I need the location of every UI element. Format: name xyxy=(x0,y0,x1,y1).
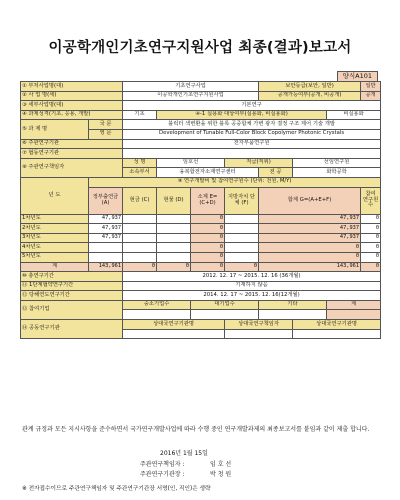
funding-res-cell: 0 xyxy=(361,224,381,234)
funding-sum-cell: 0 xyxy=(191,243,225,253)
institution-head-name: 박 청 원 xyxy=(210,471,232,478)
funding-total-row-label: 계 xyxy=(21,262,89,272)
funding-sum-total: 0 xyxy=(191,262,225,272)
form-number: 양식A101 xyxy=(337,71,378,82)
row5-eng-label: 영 문 xyxy=(89,129,123,139)
funding-local-cell xyxy=(225,224,259,234)
participation-label: ⑬ 참여기업 xyxy=(21,300,123,319)
row8-name: 임호선 xyxy=(157,158,225,168)
row1-label: ① 부처사업명(대) xyxy=(21,82,123,92)
row2-value: 이공학개인기초연구지원사업 xyxy=(123,91,259,101)
funding-local-cell xyxy=(225,243,259,253)
funding-local-total: 0 xyxy=(225,262,259,272)
institution-head-label: 주관연구기관장 : xyxy=(140,471,185,478)
report-title: 이공학개인기초연구지원사업 최종(결과)보고서 xyxy=(48,40,352,56)
row4-practical-value: 비실용화 xyxy=(327,110,381,120)
row3-label: ③ 세부사업명(대) xyxy=(21,101,123,111)
funding-total-cell: 47,937 xyxy=(259,233,361,243)
report-table xyxy=(20,81,381,339)
funding-cash-cell xyxy=(123,243,157,253)
funding-total-header: 합계 G=(A+E+F) xyxy=(259,187,361,214)
current-period-value: 2014. 12. 17 ~ 2015. 12. 16(12개월) xyxy=(123,291,381,301)
funding-inkind-cell xyxy=(157,243,191,253)
funding-year-row: 3차년도 xyxy=(21,233,89,243)
row5-kor-label: 국 문 xyxy=(89,120,123,130)
participation-total-header: 계 xyxy=(327,300,381,310)
joint-value-2 xyxy=(225,329,293,339)
row6-value: 전자부품연구원 xyxy=(123,139,381,149)
total-period-value: 2012. 12. 17 ~ 2015. 12. 16 (36개월) xyxy=(123,272,381,282)
funding-inkind-cell xyxy=(157,224,191,234)
funding-cash-cell xyxy=(123,214,157,224)
row8-major-label: 전 공 xyxy=(259,168,293,178)
participation-total-value xyxy=(327,310,381,320)
funding-inkind-total: 0 xyxy=(157,262,191,272)
funding-sum-header: 소계 E=(C+D) xyxy=(191,187,225,214)
funding-inkind-header: 현물 (D) xyxy=(157,187,191,214)
funding-sum-cell: 0 xyxy=(191,233,225,243)
funding-gov-header: 정부출연금 (A) xyxy=(89,187,123,214)
funding-total-cell: 0 xyxy=(259,252,361,262)
joint-label: ⑭ 공동연구기관 xyxy=(21,320,123,339)
prev-period-label: ⑪ 1단계협약연구기간 xyxy=(21,281,123,291)
joint-col-1: 상대국연구기관명 xyxy=(123,320,225,330)
funding-researchers-header: 참여 연구원수 xyxy=(361,187,381,214)
funding-local-cell xyxy=(225,214,259,224)
funding-year-row: 2차년도 xyxy=(21,224,89,234)
electronic-submission-note: ※ 전자접수이므로 주관연구책임자 및 주관연구기관장 서명(인, 직인)은 생략 xyxy=(22,486,211,492)
row4-practical-label: ④-1 실용화 대상여부(실용화, 비실용화) xyxy=(157,110,327,120)
row8-label: ⑧ 주관연구책임자 xyxy=(21,158,123,177)
funding-res-cell: 0 xyxy=(361,233,381,243)
funding-year-row: 4차년도 xyxy=(21,243,89,253)
funding-total-cell: 47,937 xyxy=(259,224,361,234)
joint-value-3 xyxy=(293,329,381,339)
pi-signature-name: 임 호 선 xyxy=(210,461,232,468)
funding-grand-total: 143,961 xyxy=(259,262,361,272)
row8-dept-label: 소속부서 xyxy=(123,168,157,178)
funding-sum-cell: 0 xyxy=(191,252,225,262)
row8-position-label: 직급(직위) xyxy=(225,158,293,168)
submission-statement: 관계 규정과 모든 지시사항을 준수하면서 국가연구개발사업에 따라 수행 중인 연구개발과제의 최종보고서를 붙임과 같이 제출 합니다. xyxy=(22,426,370,433)
funding-gov-total: 143,961 xyxy=(89,262,123,272)
joint-value-1 xyxy=(123,329,225,339)
row4-nature: 기초 xyxy=(123,110,157,120)
row4-label: ④ 과제성격(기초, 응용, 개발) xyxy=(21,110,123,120)
funding-local-header: 지방자치 단체 (F) xyxy=(225,187,259,214)
funding-year-row: 5차년도 xyxy=(21,252,89,262)
funding-local-cell xyxy=(225,233,259,243)
participation-large-header: 대기업수 xyxy=(191,300,259,310)
row1-value: 기초연구사업 xyxy=(123,82,259,92)
funding-total-cell: 0 xyxy=(259,243,361,253)
funding-res-cell: 0 xyxy=(361,252,381,262)
participation-other-value xyxy=(259,310,327,320)
prev-period-value: 기재하지 않음 xyxy=(123,281,381,291)
funding-cash-cell xyxy=(123,252,157,262)
funding-section-label: ⑨ 연구개발비 및 참여연구원수 (단위: 천원, M/Y) xyxy=(89,177,381,187)
funding-cash-header: 현금 (C) xyxy=(123,187,157,214)
joint-col-3: 상대국연구기관명 xyxy=(293,320,381,330)
participation-large-value xyxy=(191,310,259,320)
funding-year-row: 1차년도 xyxy=(21,214,89,224)
pi-signature-label: 주관연구책임자 : xyxy=(140,461,185,468)
row1-security-label: 보안등급(보안, 일반) xyxy=(259,82,361,92)
funding-res-cell: 0 xyxy=(361,214,381,224)
row3-value: 기본연구 xyxy=(123,101,381,111)
funding-res-total: 0 xyxy=(361,262,381,272)
joint-col-2: 상대국연구책임자 xyxy=(225,320,293,330)
participation-sme-header: 중소기업수 xyxy=(123,300,191,310)
funding-cash-total: 0 xyxy=(123,262,157,272)
row2-public-label: 공개가능여부(공개, 비공개) xyxy=(259,91,361,101)
current-period-label: ⑫ 당해연도연구기간 xyxy=(21,291,123,301)
funding-gov-cell: 47,937 xyxy=(89,233,123,243)
funding-inkind-cell xyxy=(157,214,191,224)
row5-eng-title: Development of Tunable Full-Color Block Copolymer Photonic Crystals xyxy=(123,129,381,139)
funding-inkind-cell xyxy=(157,252,191,262)
row6-label: ⑥ 주관연구기관 xyxy=(21,139,123,149)
row8-position: 선임연구원 xyxy=(293,158,381,168)
participation-other-header: 기타 xyxy=(259,300,327,310)
row7-label: ⑦ 협동연구기관 xyxy=(21,149,123,159)
row8-major: 화학공학 xyxy=(293,168,381,178)
row8-dept: 융복합전자소재연구센터 xyxy=(157,168,259,178)
total-period-label: ⑩ 총연구기간 xyxy=(21,272,123,282)
row1-security-value: 일반 xyxy=(361,82,381,92)
submission-date: 2016년 1월 15일 xyxy=(160,450,208,457)
funding-year-header: 년 도 xyxy=(21,177,89,214)
funding-cash-cell xyxy=(123,233,157,243)
row2-label: ② 사 업 명(세) xyxy=(21,91,123,101)
funding-gov-cell xyxy=(89,243,123,253)
row2-public-value: 공개 xyxy=(361,91,381,101)
funding-inkind-cell xyxy=(157,233,191,243)
funding-gov-cell xyxy=(89,252,123,262)
row7-value xyxy=(123,149,381,159)
row5-kor-title: 블럭터 색변환을 위한 블록 공중합체 가변 광자 결정 구조 제어 기술 개발 xyxy=(123,120,381,130)
funding-sum-cell: 0 xyxy=(191,214,225,224)
funding-res-cell: 0 xyxy=(361,243,381,253)
funding-gov-cell: 47,937 xyxy=(89,224,123,234)
funding-local-cell xyxy=(225,252,259,262)
funding-cash-cell xyxy=(123,224,157,234)
participation-sme-value xyxy=(123,310,191,320)
funding-sum-cell: 0 xyxy=(191,224,225,234)
funding-gov-cell: 47,937 xyxy=(89,214,123,224)
row8-name-label: 성 명 xyxy=(123,158,157,168)
row5-label: ⑤ 과 제 명 xyxy=(21,120,89,139)
funding-total-cell: 47,937 xyxy=(259,214,361,224)
